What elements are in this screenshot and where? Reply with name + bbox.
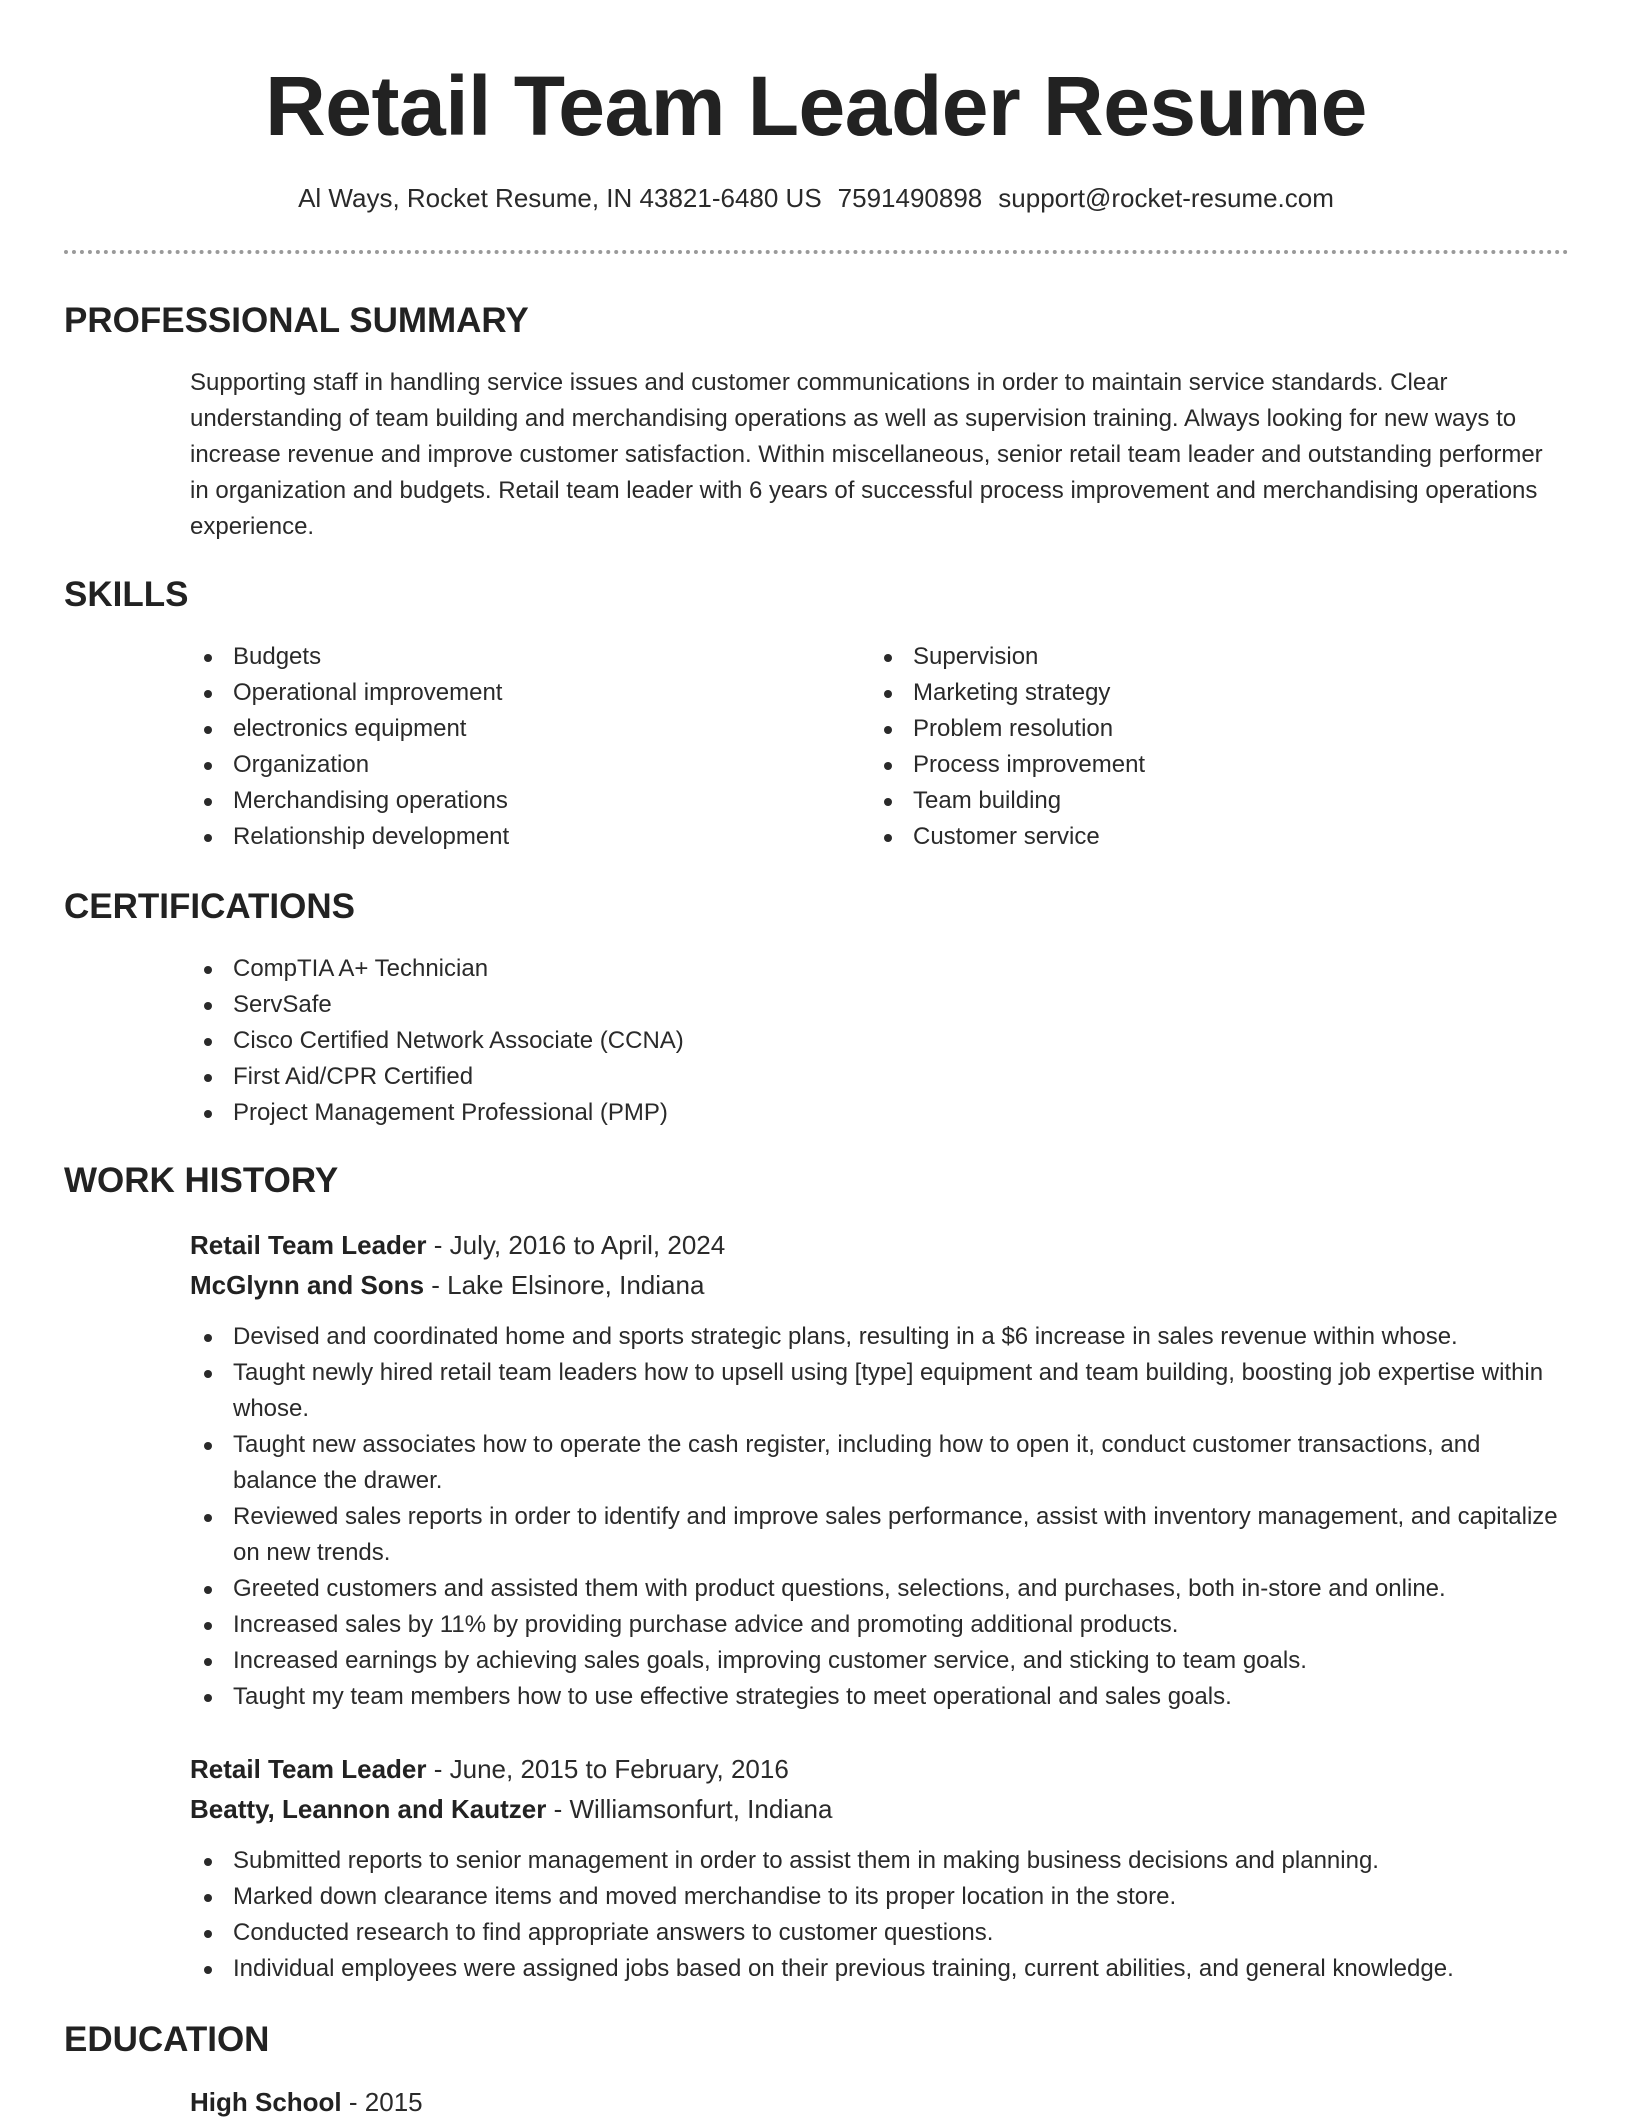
skill-item: Merchandising operations <box>190 783 830 819</box>
job-bullet: Individual employees were assigned jobs based on their previous training, current abilities, and general knowledge. <box>190 1951 1565 1987</box>
job-bullets <box>190 1843 1565 1987</box>
summary-heading: PROFESSIONAL SUMMARY <box>64 301 529 340</box>
job-company: McGlynn and Sons <box>190 1270 425 1300</box>
skill-item: electronics equipment <box>190 711 830 747</box>
job-bullet: Greeted customers and assisted them with product questions, selections, and purchases, both in-store and online. <box>190 1571 1565 1607</box>
certification-item: First Aid/CPR Certified <box>190 1059 1190 1095</box>
certification-item: Cisco Certified Network Associate (CCNA) <box>190 1023 1190 1059</box>
job-location: - Williamsonfurt, Indiana <box>546 1794 833 1824</box>
skill-item: Problem resolution <box>870 711 1510 747</box>
education-heading: EDUCATION <box>64 2020 270 2059</box>
job-company-line <box>190 1789 832 1829</box>
job-location: - Lake Elsinore, Indiana <box>424 1270 705 1300</box>
job-bullet: Increased earnings by achieving sales goals, improving customer service, and sticking to team goals. <box>190 1643 1565 1679</box>
contact-line <box>0 180 1632 216</box>
skill-item: Organization <box>190 747 830 783</box>
job-bullet: Increased sales by 11% by providing purchase advice and promoting additional products. <box>190 1607 1565 1643</box>
job-title: Retail Team Leader <box>190 1754 427 1784</box>
skill-item: Team building <box>870 783 1510 819</box>
job-bullet: Reviewed sales reports in order to identify and improve sales performance, assist with inventory management, and capitalize on new trends. <box>190 1499 1565 1571</box>
skill-item: Operational improvement <box>190 675 830 711</box>
skills-list-left <box>190 639 830 855</box>
education-line <box>190 2082 423 2122</box>
job-bullet: Submitted reports to senior management in order to assist them in making business decisions and planning. <box>190 1843 1565 1879</box>
job-title: Retail Team Leader <box>190 1230 427 1260</box>
job-bullets <box>190 1319 1565 1715</box>
skills-list-right <box>870 639 1510 855</box>
job-company-line <box>190 1265 704 1305</box>
job-company: Beatty, Leannon and Kautzer <box>190 1794 547 1824</box>
skill-item: Budgets <box>190 639 830 675</box>
certification-item: CompTIA A+ Technician <box>190 951 1190 987</box>
job-bullet: Marked down clearance items and moved merchandise to its proper location in the store. <box>190 1879 1565 1915</box>
resume-title: Retail Team Leader Resume <box>265 59 1367 153</box>
skill-item: Customer service <box>870 819 1510 855</box>
skill-item: Process improvement <box>870 747 1510 783</box>
education-school: High School <box>190 2087 342 2117</box>
contact-email: support@rocket-resume.com <box>998 183 1334 213</box>
skill-item: Relationship development <box>190 819 830 855</box>
job-title-line <box>190 1749 789 1789</box>
certifications-heading: CERTIFICATIONS <box>64 887 356 926</box>
job-dates: - June, 2015 to February, 2016 <box>426 1754 789 1784</box>
certifications-list <box>190 951 1190 1131</box>
skill-item: Marketing strategy <box>870 675 1510 711</box>
work-history-heading: WORK HISTORY <box>64 1161 339 1200</box>
education-year: - 2015 <box>341 2087 423 2117</box>
contact-address: Al Ways, Rocket Resume, IN 43821-6480 US <box>298 183 822 213</box>
job-dates: - July, 2016 to April, 2024 <box>426 1230 726 1260</box>
certification-item: ServSafe <box>190 987 1190 1023</box>
job-bullet: Taught my team members how to use effective strategies to meet operational and sales goals. <box>190 1679 1565 1715</box>
job-bullet: Devised and coordinated home and sports strategic plans, resulting in a $6 increase in sales revenue within whose. <box>190 1319 1565 1355</box>
job-bullet: Taught newly hired retail team leaders how to upsell using [type] equipment and team building, boosting job expertise within whose. <box>190 1355 1565 1427</box>
job-bullet: Taught new associates how to operate the cash register, including how to open it, conduct customer transactions, and balance the drawer. <box>190 1427 1565 1499</box>
header-divider <box>64 250 1569 254</box>
job-bullet: Conducted research to find appropriate answers to customer questions. <box>190 1915 1565 1951</box>
contact-phone: 7591490898 <box>837 183 983 213</box>
job-title-line <box>190 1225 725 1265</box>
certification-item: Project Management Professional (PMP) <box>190 1095 1190 1131</box>
summary-text: Supporting staff in handling service issues and customer communications in order to maintain service standards. Clear understanding of team building and merchandising operations as well as supervision training. Always looking for new ways to increase revenue and improve customer satisfaction. Within miscellaneous, senior retail team leader and outstanding performer in organization and budgets. Retail team leader with 6 years of successful process improvement and merchandising operations experience. <box>190 369 1543 540</box>
skills-heading: SKILLS <box>64 575 189 614</box>
skill-item: Supervision <box>870 639 1510 675</box>
